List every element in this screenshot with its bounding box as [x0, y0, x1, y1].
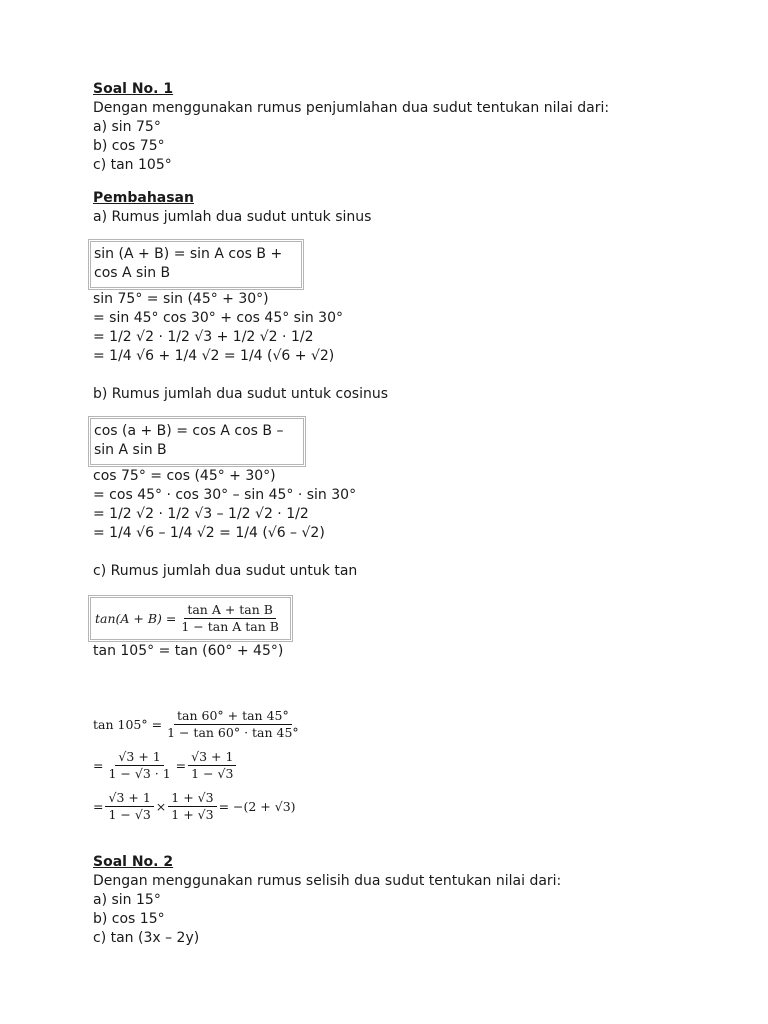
fraction-denominator: 1 − √3 · 1: [108, 766, 171, 781]
soal-2-heading: Soal No. 2: [93, 854, 174, 870]
step-line: = 1/4 √6 + 1/4 √2 = 1/4 (√6 + √2): [93, 348, 335, 364]
step-line: cos 75° = cos (45° + 30°): [93, 468, 276, 484]
fraction-denominator: 1 − tan A tan B: [181, 619, 279, 634]
fraction-numerator: √3 + 1: [188, 749, 236, 766]
fraction-denominator: 1 − √3: [191, 766, 234, 781]
fraction-numerator: 1 + √3: [168, 790, 216, 807]
fraction: [168, 790, 216, 823]
fraction-numerator: √3 + 1: [115, 749, 163, 766]
step-line: = cos 45° · cos 30° – sin 45° · sin 30°: [93, 487, 357, 503]
document-page: [93, 80, 733, 948]
soal-1-item-b: b) cos 75°: [93, 138, 165, 154]
sine-sum-formula-box: [88, 239, 304, 290]
fraction: [105, 749, 173, 782]
fraction-numerator: tan A + tan B: [184, 602, 276, 619]
step-line: = sin 45° cos 30° + cos 45° sin 30°: [93, 310, 343, 326]
step-line: = 1/2 √2 · 1/2 √3 – 1/2 √2 · 1/2: [93, 506, 309, 522]
derivation-row: [93, 749, 733, 782]
tan-105-derivation: [93, 708, 733, 823]
result: = −(2 + √3): [218, 799, 296, 814]
part-c-intro: c) Rumus jumlah dua sudut untuk tan: [93, 563, 358, 579]
fraction: [164, 708, 302, 741]
formula-fraction: [178, 602, 282, 635]
step-line: tan 105° = tan (60° + 45°): [93, 643, 284, 659]
fraction-numerator: √3 + 1: [105, 790, 153, 807]
tan-sum-formula-box: [88, 595, 293, 642]
soal-2-item-a: a) sin 15°: [93, 892, 161, 908]
times-sign: ×: [155, 799, 167, 814]
fraction: [188, 749, 236, 782]
fraction-denominator: 1 − tan 60° · tan 45°: [167, 725, 299, 740]
part-a-intro: a) Rumus jumlah dua sudut untuk sinus: [93, 209, 372, 225]
formula-line: cos A sin B: [94, 265, 171, 281]
equals-sign: =: [93, 799, 104, 814]
fraction: [105, 790, 153, 823]
part-b-intro: b) Rumus jumlah dua sudut untuk cosinus: [93, 386, 389, 402]
soal-1-prompt: Dengan menggunakan rumus penjumlahan dua sudut tentukan nilai dari:: [93, 100, 610, 116]
soal-2-item-b: b) cos 15°: [93, 911, 165, 927]
formula-lhs: tan(A + B) =: [95, 611, 177, 626]
row-lhs: tan 105° =: [93, 717, 163, 732]
equals-sign: =: [175, 758, 187, 773]
formula-line: sin A sin B: [94, 442, 167, 458]
step-line: = 1/4 √6 – 1/4 √2 = 1/4 (√6 – √2): [93, 525, 325, 541]
step-line: sin 75° = sin (45° + 30°): [93, 291, 269, 307]
fraction-denominator: 1 − √3: [108, 807, 151, 822]
derivation-row: [93, 790, 733, 823]
soal-1-heading: Soal No. 1: [93, 81, 174, 97]
pembahasan-heading: Pembahasan: [93, 190, 194, 206]
formula-line: sin (A + B) = sin A cos B +: [94, 246, 283, 262]
equals-sign: =: [93, 758, 104, 773]
soal-1-item-c: c) tan 105°: [93, 157, 172, 173]
fraction-denominator: 1 + √3: [171, 807, 214, 822]
soal-1-item-a: a) sin 75°: [93, 119, 161, 135]
formula-line: cos (a + B) = cos A cos B –: [94, 423, 284, 439]
step-line: = 1/2 √2 · 1/2 √3 + 1/2 √2 · 1/2: [93, 329, 314, 345]
cosine-sum-formula-box: [88, 416, 306, 467]
fraction-numerator: tan 60° + tan 45°: [174, 708, 292, 725]
soal-2-prompt: Dengan menggunakan rumus selisih dua sudut tentukan nilai dari:: [93, 873, 562, 889]
derivation-row: [93, 708, 733, 741]
soal-2-item-c: c) tan (3x – 2y): [93, 930, 200, 946]
